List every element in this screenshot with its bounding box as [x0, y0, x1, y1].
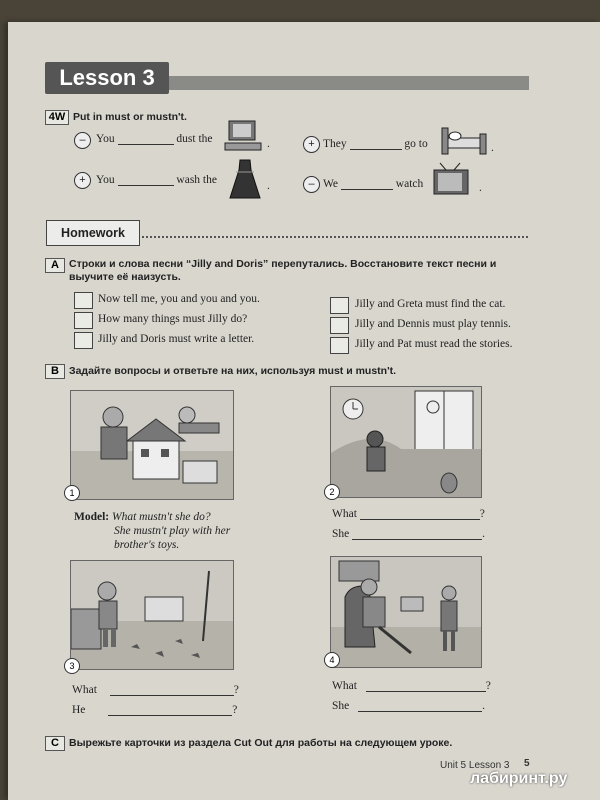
ex4w-verb: go to	[404, 138, 428, 150]
ex4w-subject: You	[96, 174, 115, 186]
ex4w-item-4	[323, 178, 423, 190]
question-3-line-1	[72, 684, 239, 696]
model-line: What mustn't she do?	[112, 511, 211, 523]
girl-dollhouse-illustration	[71, 391, 233, 499]
footer-unit-lesson: Unit 5 Lesson 3	[440, 760, 510, 771]
ex4w-dot: .	[479, 182, 482, 194]
song-line: Jilly and Pat must read the stories.	[355, 338, 513, 350]
picture-number: 2	[324, 484, 340, 500]
picture-girl-with-dollhouse	[70, 390, 234, 500]
question-4-line-1	[332, 680, 491, 692]
answer-blank[interactable]	[350, 149, 402, 150]
answer-dot: .	[482, 528, 485, 540]
question-2-line-2	[332, 528, 485, 540]
exercise-a-instruction: Строки и слова песни “Jilly and Doris” перепутались. Восстановите текст песни и выучите её наизусть.	[69, 258, 497, 283]
homework-dotted-line	[142, 236, 528, 238]
answer-blank[interactable]	[118, 144, 174, 145]
exercise-4w-tag: 4W	[45, 110, 69, 125]
plus-sign-icon: +	[74, 172, 91, 189]
model-line: She mustn't play with her	[114, 525, 231, 537]
answer-blank[interactable]	[352, 539, 482, 540]
ex4w-verb: watch	[395, 178, 424, 190]
song-line: Jilly and Greta must find the cat.	[355, 298, 506, 310]
song-line: Jilly and Doris must write a letter.	[98, 333, 255, 345]
answer-dot: .	[482, 700, 485, 712]
ex4w-item-3	[96, 174, 217, 186]
question-mark: ?	[232, 704, 238, 716]
page-number: 5	[524, 758, 530, 769]
question-2-line-1	[332, 508, 485, 520]
model-answer	[74, 510, 230, 552]
picture-girl-at-window	[330, 386, 482, 498]
ex4w-item-1	[96, 133, 213, 145]
exercise-a-tag: A	[45, 258, 65, 273]
answer-subject: She	[332, 700, 350, 712]
picture-messy-room-boy	[70, 560, 234, 670]
exercise-c-instruction: Вырежьте карточки из раздела Cut Out для работы на следующем уроке.	[69, 737, 453, 749]
model-line: brother's toys.	[114, 539, 180, 551]
lesson-title-bar	[169, 76, 529, 90]
ex4w-verb: dust the	[176, 133, 213, 145]
answer-blank[interactable]	[110, 695, 234, 696]
order-box[interactable]	[330, 337, 349, 354]
song-line: How many things must Jilly do?	[98, 313, 248, 325]
ex4w-dot: .	[491, 142, 494, 154]
picture-number: 1	[64, 485, 80, 501]
song-line: Now tell me, you and you and you.	[98, 293, 260, 305]
question-mark: ?	[233, 684, 239, 696]
answer-blank[interactable]	[366, 691, 486, 692]
minus-sign-icon: –	[74, 132, 91, 149]
answer-blank[interactable]	[118, 185, 174, 186]
question-mark: ?	[485, 680, 491, 692]
mother-girl-illustration	[331, 557, 481, 667]
ex4w-verb: wash the	[176, 174, 217, 186]
ex4w-subject: They	[323, 138, 347, 150]
order-box[interactable]	[330, 297, 349, 314]
ex4w-dot: .	[267, 138, 270, 150]
ex4w-subject: We	[323, 178, 339, 190]
lesson-title: Lesson 3	[45, 62, 169, 94]
answer-blank[interactable]	[358, 711, 482, 712]
answer-blank[interactable]	[360, 519, 480, 520]
question-word: What	[332, 508, 357, 520]
picture-mother-and-girl	[330, 556, 482, 668]
watermark: лабиринт.ру	[470, 770, 568, 787]
question-mark: ?	[479, 508, 485, 520]
song-line: Jilly and Dennis must play tennis.	[355, 318, 511, 330]
answer-subject: She	[332, 528, 350, 540]
order-box[interactable]	[330, 317, 349, 334]
answer-blank[interactable]	[108, 715, 232, 716]
homework-header: Homework	[46, 220, 140, 246]
ex4w-subject: You	[96, 133, 115, 145]
tv-icon	[432, 162, 472, 198]
ex4w-item-2	[323, 138, 428, 150]
question-3-line-2	[72, 704, 237, 716]
exercise-c-tag: C	[45, 736, 65, 751]
picture-number: 3	[64, 658, 80, 674]
order-box[interactable]	[74, 332, 93, 349]
minus-sign-icon: –	[303, 176, 320, 193]
question-word: What	[72, 684, 97, 696]
question-4-line-2	[332, 700, 485, 712]
order-box[interactable]	[74, 312, 93, 329]
answer-subject: He	[72, 704, 86, 716]
plus-sign-icon: +	[303, 136, 320, 153]
answer-blank[interactable]	[341, 189, 393, 190]
exercise-b-tag: B	[45, 364, 65, 379]
model-label: Model:	[74, 511, 110, 523]
bed-icon	[440, 124, 490, 158]
picture-number: 4	[324, 652, 340, 668]
order-box[interactable]	[74, 292, 93, 309]
girl-window-illustration	[331, 387, 481, 497]
messy-room-illustration	[71, 561, 233, 669]
ex4w-dot: .	[267, 180, 270, 192]
computer-icon	[224, 118, 264, 154]
question-word: What	[332, 680, 357, 692]
exercise-4w-instruction: Put in must or mustn't.	[73, 111, 187, 123]
dress-icon	[226, 158, 264, 202]
exercise-b-instruction: Задайте вопросы и ответьте на них, используя must и mustn't.	[69, 365, 396, 377]
